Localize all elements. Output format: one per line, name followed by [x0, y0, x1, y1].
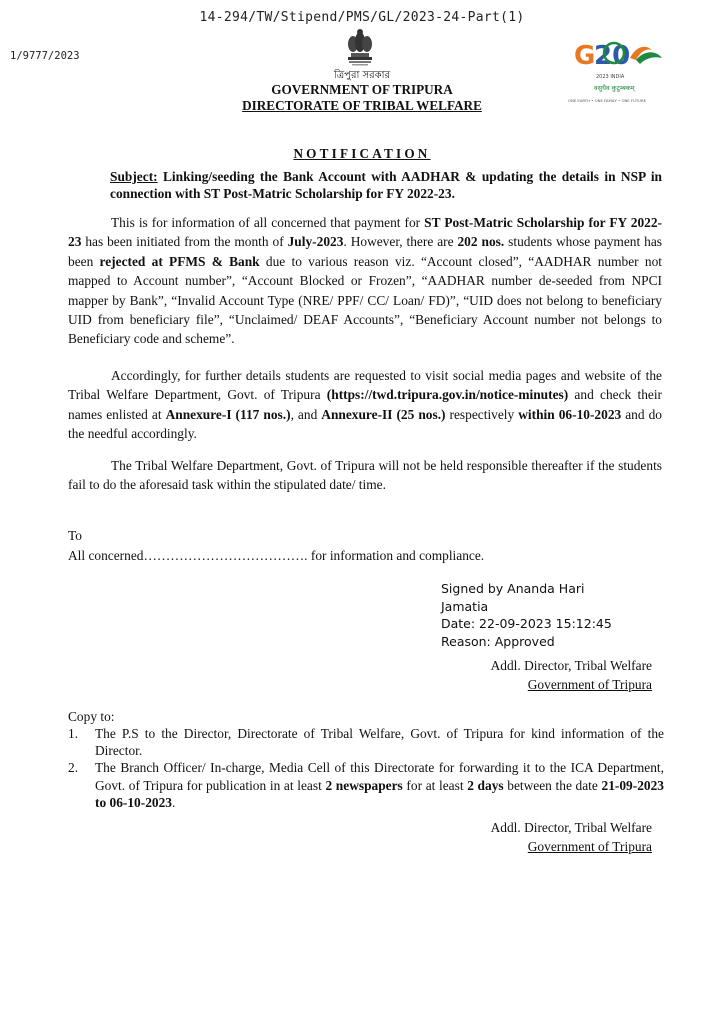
text-run: has been initiated from the month of — [81, 234, 288, 250]
subject — [110, 168, 662, 202]
text-run: This is for information of all concerned that payment for — [111, 215, 425, 230]
signature-date: Date: 22-09-2023 15:12:45 — [441, 616, 612, 631]
text-run: , and — [290, 406, 322, 422]
signature-signer-surname: Jamatia — [441, 598, 489, 614]
paragraph-payment-info — [68, 213, 662, 349]
start-month: July-2023 — [287, 234, 344, 250]
annexure-2: Annexure-II (25 nos.) — [321, 406, 446, 422]
website-link[interactable]: (https://twd.tripura.gov.in/notice-minutes) — [326, 387, 569, 403]
publication-dates: 21-09-2023 to 06-10-2023 — [95, 777, 664, 810]
copy-to-label: Copy to: — [68, 709, 115, 724]
deadline: within 06-10-2023 — [518, 406, 622, 422]
text-run: The Branch Officer/ In-charge, Media Cell of this Directorate for forwarding it to the ICA Department, Govt. of Tripura for publication in at least — [95, 760, 664, 793]
signatory-block — [420, 656, 680, 694]
copy-to-list — [68, 725, 664, 811]
signature-reason: Reason: Approved — [441, 633, 555, 649]
g20-logo — [566, 36, 672, 106]
list-number: 2. — [68, 760, 79, 776]
g20-number: 20 — [594, 41, 631, 71]
list-number: 1. — [68, 726, 79, 741]
signatory-designation: Addl. Director, Tribal Welfare — [490, 658, 652, 673]
notification-title: NOTIFICATION — [293, 146, 431, 161]
days-count: 2 days — [467, 777, 504, 793]
text-run: respectively — [445, 406, 519, 422]
paragraph-instructions — [68, 366, 662, 444]
list-item — [68, 759, 664, 811]
text-run: and do the needful accordingly. — [68, 406, 662, 442]
text-run: . — [171, 794, 176, 810]
rejection-point: rejected at PFMS & Bank — [99, 253, 260, 269]
text-run: Accordingly, for further details students are requested to visit social media pages and website of the Tribal Welfare Department, Govt. of Tripura — [68, 368, 662, 403]
signatory-office: Government of Tripura — [527, 839, 652, 854]
paragraph-disclaimer: The Tribal Welfare Department, Govt. of Tripura will not be held responsible thereafter if the students fail to do the aforesaid task within the stipulated date/ time. — [68, 458, 662, 493]
directorate-title: DIRECTORATE OF TRIBAL WELFARE — [242, 98, 482, 113]
reference-number: 14-294/TW/Stipend/PMS/GL/2023-24-Part(1) — [199, 10, 525, 25]
signatory-block-bottom — [420, 818, 680, 856]
list-item — [68, 725, 664, 759]
subject-label: Subject: — [110, 169, 158, 184]
g20-letter-g: G — [574, 41, 596, 71]
government-title: GOVERNMENT OF TRIPURA — [271, 82, 453, 97]
scheme-name: ST Post-Matric Scholarship for FY 2022-23 — [68, 215, 662, 250]
g20-motto: ONE EARTH • ONE FAMILY • ONE FUTURE — [568, 98, 647, 103]
text-run: students whose payment has been — [68, 234, 662, 269]
signatory-office: Government of Tripura — [527, 677, 652, 692]
text-run: for at least — [402, 777, 468, 793]
g20-year: 2023 INDIA — [596, 74, 625, 80]
text-run: between the date — [503, 777, 602, 793]
state-emblem-icon — [343, 26, 377, 70]
file-number: 1/9777/2023 — [10, 50, 80, 62]
newspaper-count: 2 newspapers — [325, 777, 403, 793]
signatory-designation: Addl. Director, Tribal Welfare — [490, 820, 652, 835]
student-count: 202 nos. — [457, 234, 505, 250]
text-run: due to various reason viz. “Account closed”, “AADHAR number not mapped to Account number”, “Account Blocked or Frozen”, “AADHAR number de-seeded from NPCI mapper by Bank”, “Invalid Account Type (NRE/ PPF/ CC/ Loan/ FD)”, “UID does not belong to beneficiary UID from beneficiary file”, “Unclaimed/ DEAF Accounts”, “Beneficiary Account number not belongs to Beneficiary code and scheme”. — [68, 253, 662, 347]
bengali-government-line: ত্রিপুরা সরকার — [333, 70, 391, 81]
all-concerned-line: All concerned………………………………. for information and compliance. — [68, 548, 485, 563]
annexure-1: Annexure-I (117 nos.) — [165, 406, 291, 422]
text-run: and check their names enlisted at — [68, 387, 663, 422]
signature-signer: Signed by Ananda Hari — [441, 581, 585, 596]
text-run: . However, there are — [343, 234, 458, 250]
subject-text: Linking/seeding the Bank Account with AADHAR & updating the details in NSP in connection with ST Post-Matric Scholarship for FY 2022-23. — [110, 169, 662, 201]
list-text: The P.S to the Director, Directorate of Tribal Welfare, Govt. of Tripura for kind information of the Director. — [95, 726, 664, 759]
digital-signature-block — [441, 580, 651, 650]
to-label: To — [68, 528, 82, 543]
g20-hindi-motto: वसुधैव कुटुम्बकम् — [594, 84, 635, 92]
